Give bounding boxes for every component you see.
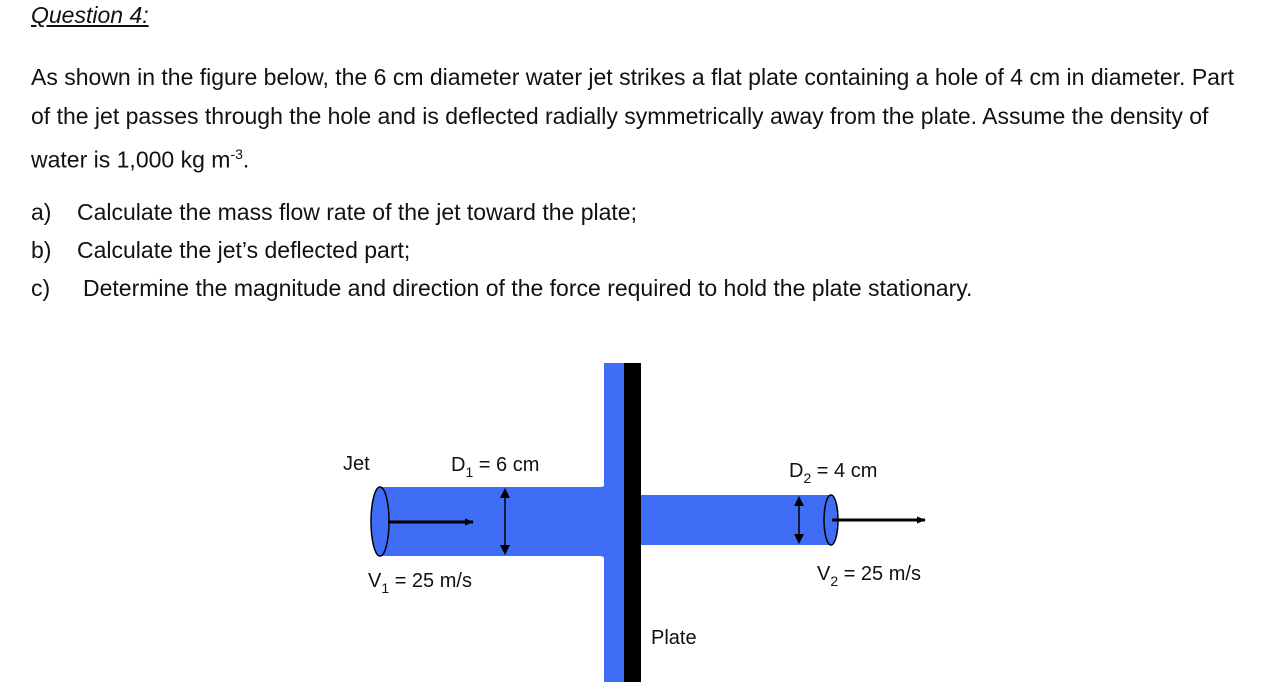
outgoing-jet	[641, 495, 838, 545]
deflected-water-sheet	[604, 363, 624, 682]
item-marker: c)	[31, 275, 51, 301]
v2-label: $V_2 = 25$ m/s	[817, 563, 921, 589]
plate-label: Plate	[651, 627, 697, 649]
paragraph-period: .	[242, 146, 250, 173]
item-text: Calculate the mass flow rate of the jet toward the plate;	[77, 199, 637, 225]
d2-label: $D_2 = 4$ cm	[789, 460, 878, 486]
outgoing-jet-body	[641, 495, 831, 545]
d1-label: $D_1 = 6$ cm	[451, 454, 540, 480]
item-text: Determine the magnitude and direction of the force required to hold the plate stationary.	[83, 275, 973, 301]
jet-inlet-face	[371, 487, 389, 556]
paragraph-main-text: As shown in the figure below, the 6 cm diameter water jet strikes a flat plate containing a hole of 4 cm in diameter. Part of the jet passes through the hole and is deflected radially symmetrically away from the plate. Assume the density of water is 1,000 kg m	[31, 64, 1235, 173]
question-heading: Question 4:	[31, 2, 149, 28]
v1-label: $V_1 = 25$ m/s	[368, 570, 472, 596]
item-marker: a)	[31, 199, 52, 225]
item-text: Calculate the jet’s deflected part;	[77, 237, 411, 263]
density-exponent: -3	[230, 146, 243, 162]
jet-label: Jet	[343, 453, 370, 475]
plate	[624, 363, 641, 682]
item-marker: b)	[31, 237, 52, 263]
